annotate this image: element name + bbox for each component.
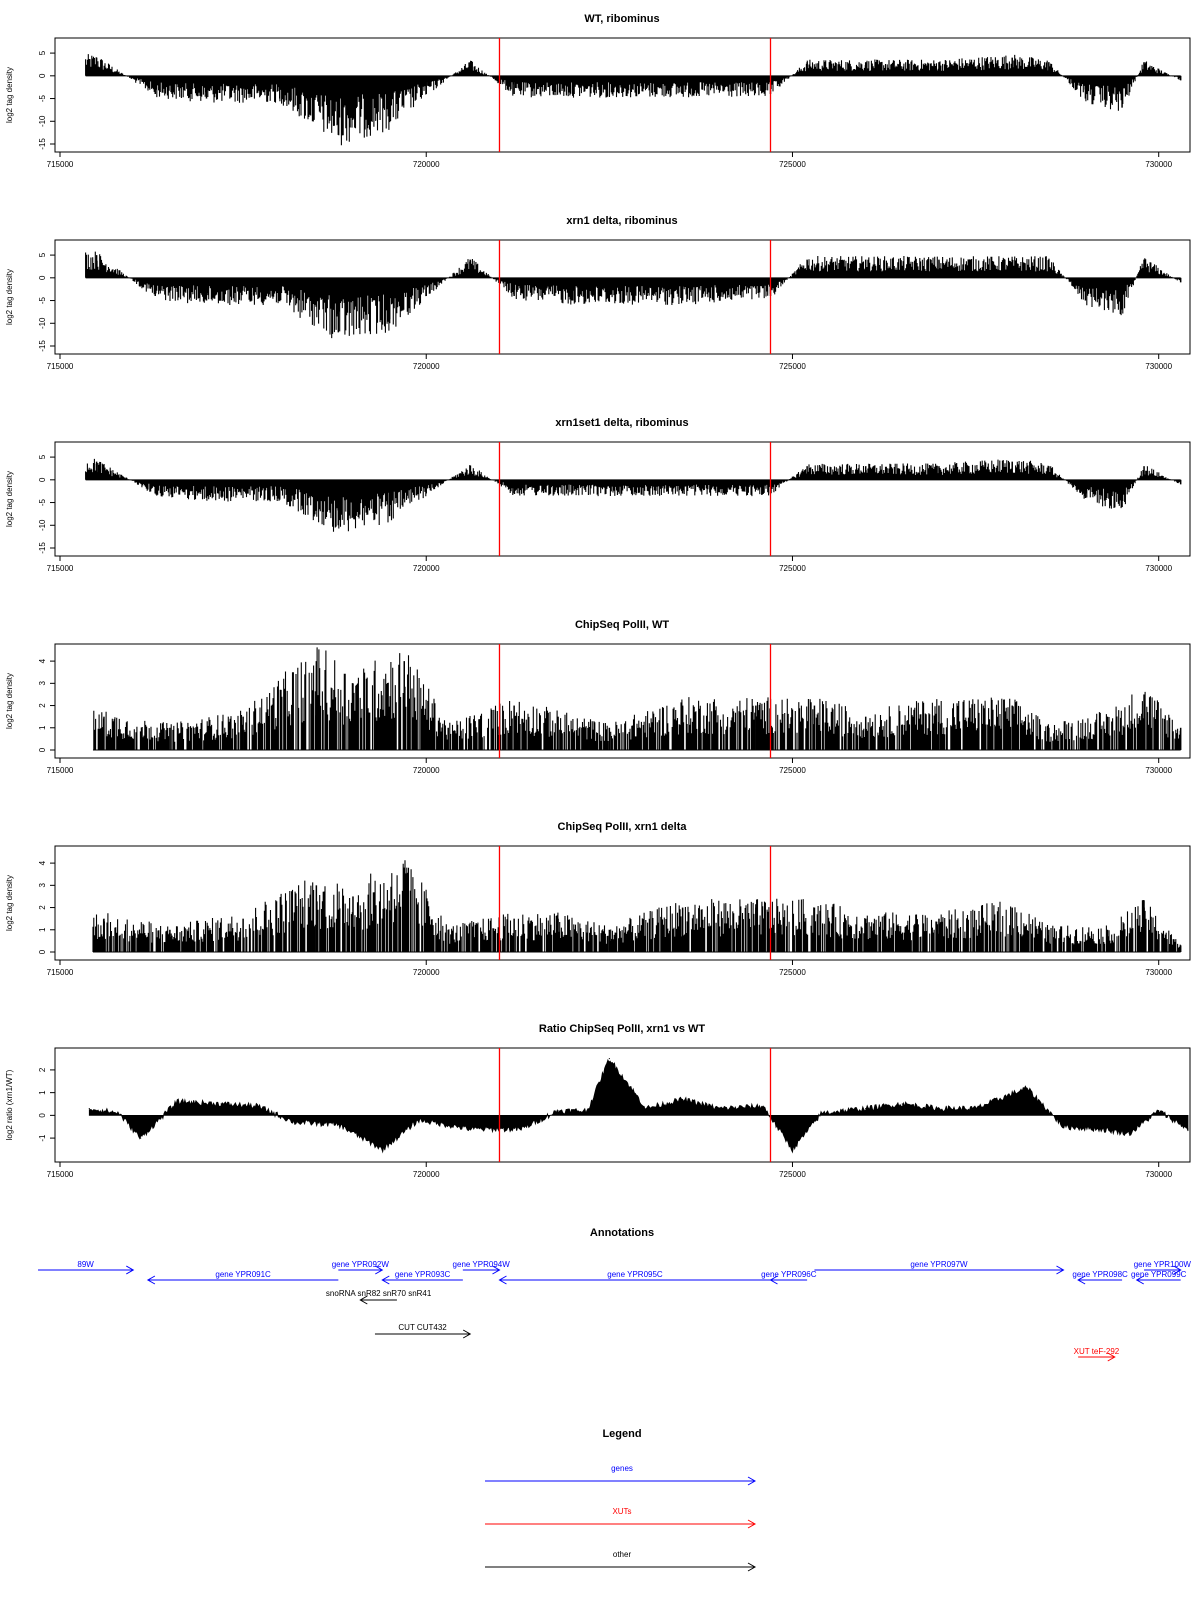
legend-panel — [485, 1428, 755, 1571]
legend-label: other — [612, 1550, 632, 1559]
other-feature — [375, 1323, 470, 1338]
x-tick-label: 720000 — [412, 1170, 440, 1179]
y-axis-label: log2 tag density — [5, 66, 14, 124]
data-point — [177, 1101, 178, 1102]
y-tick-label: 0 — [38, 1113, 47, 1118]
y-tick-label: -15 — [38, 542, 47, 554]
y-tick-label: 0 — [38, 747, 47, 753]
x-tick-label: 725000 — [779, 362, 806, 371]
legend-label: XUTs — [612, 1507, 632, 1516]
x-tick-label: 730000 — [1145, 362, 1173, 371]
data-point — [257, 1106, 258, 1107]
data-point — [1100, 1128, 1101, 1129]
y-tick-label: -5 — [38, 94, 47, 103]
density-bars — [86, 459, 1180, 532]
gene-feature — [499, 1270, 770, 1284]
gene-label: gene YPR094W — [452, 1260, 510, 1269]
data-point — [587, 1110, 588, 1111]
xut-label: XUT teF-292 — [1073, 1347, 1120, 1356]
y-tick-label: 4 — [38, 658, 47, 664]
gene-label: gene YPR092W — [331, 1260, 389, 1269]
gene-feature — [332, 1260, 390, 1274]
x-tick-label: 720000 — [412, 766, 440, 775]
x-tick-label: 730000 — [1145, 968, 1173, 977]
data-point — [821, 1112, 822, 1113]
gene-label: gene YPR095C — [607, 1270, 663, 1279]
xut-feature — [1074, 1347, 1120, 1361]
y-tick-label: -1 — [38, 1134, 47, 1142]
gene-label: 89W — [77, 1260, 94, 1269]
gene-label: gene YPR099C — [1130, 1270, 1187, 1279]
series-bars — [89, 1058, 1189, 1152]
x-tick-label: 725000 — [779, 766, 806, 775]
legend-item-other — [485, 1550, 755, 1571]
data-point — [89, 1108, 90, 1109]
density-bars — [93, 647, 1180, 750]
data-point — [682, 1099, 683, 1100]
gene-label: gene YPR093C — [394, 1270, 451, 1279]
gene-label: gene YPR096C — [761, 1270, 817, 1279]
data-point — [792, 1149, 793, 1150]
plot-frame — [55, 442, 1190, 556]
density-bars — [93, 860, 1180, 952]
data-point — [1158, 1110, 1159, 1111]
x-tick-label: 725000 — [779, 1170, 806, 1179]
other-label: snoRNA snR82 snR70 snR41 — [325, 1289, 432, 1298]
gene-label: gene YPR100W — [1133, 1260, 1191, 1269]
gene-feature — [1131, 1270, 1187, 1284]
gene-feature — [814, 1260, 1063, 1274]
x-tick-label: 725000 — [779, 160, 806, 169]
data-point — [1187, 1128, 1188, 1129]
data-point — [294, 1122, 295, 1123]
panel-title: xrn1set1 delta, ribominus — [555, 417, 689, 429]
data-point — [521, 1128, 522, 1129]
y-tick-label: -10 — [38, 115, 47, 128]
gene-label: gene YPR098C — [1072, 1270, 1128, 1279]
x-tick-label: 715000 — [46, 362, 74, 371]
gene-feature — [761, 1270, 817, 1284]
density-bars — [86, 252, 1180, 339]
data-point — [645, 1108, 646, 1109]
data-point — [470, 1128, 471, 1129]
data-point — [609, 1058, 610, 1059]
x-tick-label: 715000 — [46, 564, 74, 573]
y-tick-label: -15 — [38, 138, 47, 150]
y-tick-label: 1 — [38, 725, 47, 731]
data-point — [719, 1108, 720, 1109]
y-tick-label: 2 — [38, 703, 47, 708]
y-axis-label: log2 tag density — [5, 268, 14, 326]
x-tick-label: 730000 — [1145, 564, 1173, 573]
gene-feature — [38, 1260, 133, 1274]
track-panel-1 — [5, 215, 1190, 371]
track-panel-2 — [5, 417, 1190, 573]
density-bars — [86, 54, 1180, 145]
annotations-panel — [38, 1227, 1191, 1361]
y-tick-label: 0 — [38, 73, 47, 79]
series-bars — [86, 54, 1181, 145]
x-tick-label: 715000 — [46, 1170, 74, 1179]
track-panel-4 — [5, 821, 1190, 977]
y-tick-label: 1 — [38, 927, 47, 933]
data-point — [382, 1149, 383, 1150]
y-tick-label: 3 — [38, 883, 47, 888]
x-tick-label: 715000 — [46, 160, 74, 169]
y-tick-label: 1 — [38, 1090, 47, 1095]
legend-item-XUTs — [485, 1507, 755, 1528]
y-axis-label: log2 tag density — [5, 874, 14, 932]
panel-title: ChipSeq PolII, xrn1 delta — [557, 821, 687, 833]
data-point — [865, 1108, 866, 1109]
data-point — [938, 1108, 939, 1109]
x-tick-label: 730000 — [1145, 1170, 1173, 1179]
legend-item-genes — [485, 1464, 755, 1485]
y-tick-label: 3 — [38, 681, 47, 686]
panel-title: Ratio ChipSeq PolII, xrn1 vs WT — [538, 1023, 706, 1035]
track-panel-3 — [5, 619, 1190, 775]
y-tick-label: -5 — [38, 296, 47, 305]
x-tick-label: 715000 — [46, 766, 74, 775]
panel-title: ChipSeq PolII, WT — [574, 619, 670, 631]
series-bars — [93, 860, 1181, 952]
data-point — [1063, 1126, 1064, 1127]
data-point — [902, 1103, 903, 1104]
x-tick-label: 720000 — [412, 362, 440, 371]
x-tick-label: 720000 — [412, 968, 440, 977]
y-axis-label: log2 tag density — [5, 672, 14, 730]
y-tick-label: -10 — [38, 317, 47, 330]
gene-feature — [1072, 1270, 1128, 1284]
legend-label: genes — [611, 1464, 633, 1473]
y-axis-label: log2 ratio (xrn1/WT) — [5, 1069, 14, 1141]
other-label: CUT CUT432 — [398, 1323, 447, 1332]
legend-title: Legend — [602, 1428, 642, 1440]
y-tick-label: 2 — [38, 905, 47, 910]
gene-label: gene YPR097W — [910, 1260, 968, 1269]
data-point — [557, 1110, 558, 1111]
y-tick-label: -10 — [38, 519, 47, 532]
x-tick-label: 720000 — [412, 564, 440, 573]
data-point — [763, 1106, 764, 1107]
y-tick-label: 0 — [38, 275, 47, 281]
y-tick-label: -15 — [38, 340, 47, 352]
data-point — [975, 1108, 976, 1109]
y-tick-label: 4 — [38, 860, 47, 866]
gene-feature — [382, 1270, 463, 1284]
series-bars — [86, 459, 1181, 532]
y-axis-label: log2 tag density — [5, 470, 14, 528]
x-tick-label: 725000 — [779, 968, 806, 977]
ratio-area — [89, 1060, 1188, 1152]
y-tick-label: 0 — [38, 949, 47, 955]
gene-feature — [453, 1260, 511, 1274]
annotations-title: Annotations — [589, 1227, 655, 1239]
data-point — [1129, 1133, 1130, 1134]
gene-label: gene YPR091C — [215, 1270, 271, 1279]
panel-title: WT, ribominus — [584, 13, 660, 25]
series-bars — [86, 252, 1181, 339]
y-tick-label: 2 — [38, 1067, 47, 1073]
data-point — [418, 1119, 419, 1120]
panel-title: xrn1 delta, ribominus — [566, 215, 678, 227]
gene-feature — [148, 1270, 338, 1284]
y-tick-label: 5 — [38, 454, 47, 460]
data-point — [118, 1112, 119, 1113]
data-point — [1026, 1087, 1027, 1088]
track-panel-0 — [5, 13, 1190, 169]
data-point — [221, 1103, 222, 1104]
y-tick-label: 5 — [38, 50, 47, 56]
data-point — [140, 1137, 141, 1138]
y-tick-label: 0 — [38, 477, 47, 483]
y-tick-label: 5 — [38, 252, 47, 258]
track-panel-5 — [5, 1023, 1190, 1179]
x-tick-label: 725000 — [779, 564, 806, 573]
x-tick-label: 730000 — [1145, 160, 1173, 169]
series-bars — [93, 647, 1181, 750]
x-tick-label: 730000 — [1145, 766, 1173, 775]
data-point — [338, 1124, 339, 1125]
x-tick-label: 715000 — [46, 968, 74, 977]
x-tick-label: 720000 — [412, 160, 440, 169]
other-feature — [326, 1289, 432, 1304]
y-tick-label: -5 — [38, 498, 47, 507]
